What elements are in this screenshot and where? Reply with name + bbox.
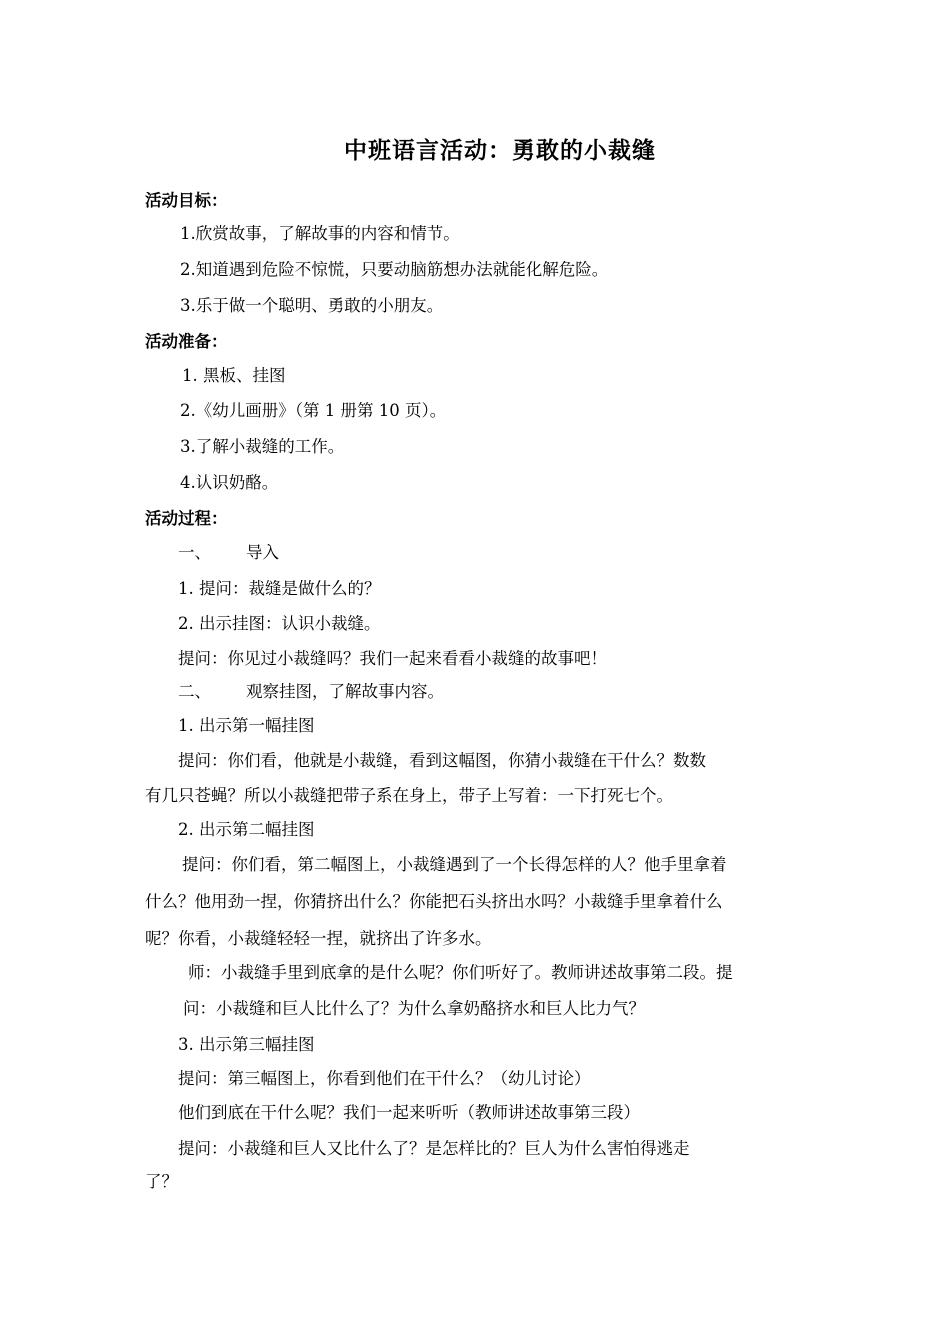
process-line: 了？ (145, 1172, 178, 1191)
process-heading: 活动过程： (145, 509, 228, 528)
goal-item: 1.欣赏故事，了解故事的内容和情节。 (180, 224, 460, 243)
prep-item: 1. 黑板、挂图 (182, 366, 286, 385)
process-line: 师：小裁缝手里到底拿的是什么呢？你们听好了。教师讲述故事第二段。提 (188, 963, 733, 982)
process-line: 呢？你看，小裁缝轻轻一捏，就挤出了许多水。 (145, 929, 492, 948)
prep-item: 2.《幼儿画册》（第 1 册第 10 页）。 (180, 401, 447, 420)
page-title: 中班语言活动：勇敢的小裁缝 (344, 138, 656, 164)
process-line: 提问：第三幅图上，你看到他们在干什么？（幼儿讨论） (178, 1069, 591, 1088)
picture-1-heading: 1. 出示第一幅挂图 (178, 716, 315, 735)
section-1-number: 一、 (178, 543, 211, 562)
process-line: 1. 提问：裁缝是做什么的？ (178, 579, 381, 598)
process-line: 他们到底在干什么呢？我们一起来听听（教师讲述故事第三段） (178, 1103, 640, 1122)
process-line: 什么？他用劲一捏，你猜挤出什么？你能把石头挤出水吗？小裁缝手里拿着什么 (145, 892, 723, 911)
picture-3-heading: 3. 出示第三幅挂图 (178, 1035, 315, 1054)
prep-item: 4.认识奶酪。 (180, 473, 279, 492)
section-2-title: 观察挂图，了解故事内容。 (246, 682, 444, 701)
prep-item: 3.了解小裁缝的工作。 (180, 437, 345, 456)
prep-heading: 活动准备： (145, 332, 228, 351)
process-line: 提问：小裁缝和巨人又比什么了？是怎样比的？巨人为什么害怕得逃走 (178, 1139, 690, 1158)
process-line: 问：小裁缝和巨人比什么了？为什么拿奶酪挤水和巨人比力气？ (183, 999, 645, 1018)
goal-item: 3.乐于做一个聪明、勇敢的小朋友。 (180, 296, 444, 315)
process-line: 2. 出示挂图：认识小裁缝。 (178, 614, 381, 633)
picture-2-heading: 2. 出示第二幅挂图 (178, 820, 315, 839)
process-line: 提问：你见过小裁缝吗？我们一起来看看小裁缝的故事吧！ (178, 649, 607, 668)
process-line: 有几只苍蝇？所以小裁缝把带子系在身上，带子上写着：一下打死七个。 (145, 786, 673, 805)
section-1-title: 导入 (246, 543, 279, 562)
process-line: 提问：你们看，他就是小裁缝，看到这幅图，你猜小裁缝在干什么？数数 (178, 751, 706, 770)
goal-item: 2.知道遇到危险不惊慌，只要动脑筋想办法就能化解危险。 (180, 260, 609, 279)
goals-heading: 活动目标： (145, 191, 228, 210)
process-line: 提问：你们看，第二幅图上，小裁缝遇到了一个长得怎样的人？他手里拿着 (182, 855, 727, 874)
section-2-number: 二、 (178, 682, 211, 701)
